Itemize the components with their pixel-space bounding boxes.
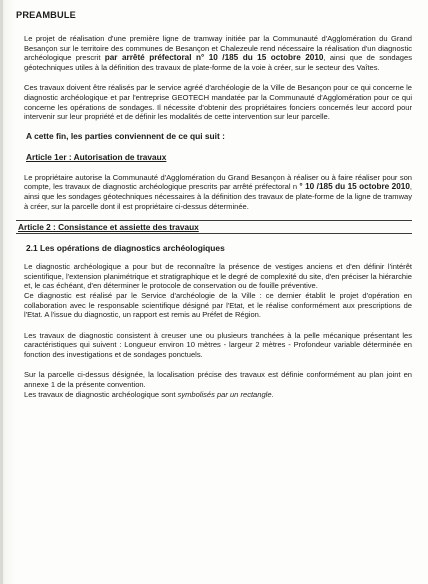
article-1-text-b: , ainsi que les sondages géotechniques nécessaires à la définition des travaux de plate-forme de la ligne de tramway à créer, sur la parcelle dont il est propriétaire ci-dessus déterminée. — [24, 182, 412, 211]
spacer — [16, 359, 412, 370]
spacer — [16, 141, 412, 152]
article-2-heading-box — [16, 220, 412, 234]
section-2-1-heading: 2.1 Les opérations de diagnostics archéologiques — [26, 243, 225, 254]
article-2-paragraph-5 — [16, 390, 412, 400]
preamble-p1-decree: par arrêté préfectoral n° 10 /185 du 15 octobre 2010 — [104, 53, 324, 63]
spacer — [16, 211, 412, 220]
article-2-paragraph-4: Sur la parcelle ci-dessus désignée, la localisation précise des travaux est définie conformément au plan joint en annexe 1 de la présente convention. — [24, 370, 412, 390]
spacer — [16, 162, 412, 173]
article-1-heading: Article 1er : Autorisation de travaux — [26, 151, 167, 162]
article-2-paragraph-2: Ce diagnostic est réalisé par le Service d'archéologie de la Ville : ce dernier établit le projet d'opération en collaboration avec le responsable scientifique désigné par l'Etat, et le réalise conformément aux prescriptions de l'Etat. A l'issue du diagnostic, un rapport est remis au Préfet de Région. — [24, 290, 412, 320]
article-2-p5-end: . — [271, 389, 274, 399]
spacer — [16, 320, 412, 331]
preamble-paragraph-2: Ces travaux doivent être réalisés par le service agréé d'archéologie de la Ville de Besançon pour ce qui concerne le diagnostic archéologique et par l'entreprise GEOTECH mandatée par la Communauté d'Agglomération pour ce qui concerne les opérations de sondages. Il nécessite d'obtenir des propriétaires fonciers concernés leur accord pour intervenir sur leur propriété et de définir les modalités de cette intervention sur leur parcelle. — [24, 83, 412, 122]
preamble-title: PREAMBULE — [16, 10, 76, 20]
article-1-paragraph — [16, 173, 412, 211]
article-2-heading: Article 2 : Consistance et assiette des travaux — [18, 222, 199, 233]
agreement-heading: A cette fin, les parties conviennent de ce qui suit : — [26, 130, 225, 141]
page-edge-shadow — [0, 0, 3, 584]
preamble-paragraph-1 — [16, 34, 412, 72]
spacer — [16, 253, 412, 262]
article-1-text-a: Le propriétaire autorise la Communauté d'Agglomération du Grand Besançon à réaliser ou à faire réaliser pour son compte, les travaux de diagnostic archéologique prescrits par arrêté préfectoral n — [24, 172, 412, 192]
spacer — [16, 122, 412, 131]
article-2-p5-italic: symbolisés par un rectangle — [177, 389, 272, 399]
preamble-p1-text-b: , ainsi que de sondages géotechniques utiles à la définition des travaux de plate-forme de la voie à créer, sur le secteur des Vaîtes. — [24, 53, 412, 72]
article-2-paragraph-3: Les travaux de diagnostic consistent à creuser une ou plusieurs tranchées à la pelle mécanique présentant les caractéristiques qui suivent : Longueur environ 10 mètres - largeur 2 mètres - Profondeur variable déterminée en fonction des investigations et de sondages ponctuels. — [24, 330, 412, 359]
article-2-p5-text: Les travaux de diagnostic archéologique sont — [24, 389, 178, 399]
article-2-paragraph-1: Le diagnostic archéologique a pour but de reconnaître la présence de vestiges anciens et d'en définir l'intérêt scientifique, l'extension planimétrique et stratigraphique et le degré de complexité du site, d'en préciser la hiérarchie et, le cas échéant, d'en déterminer le protocole de conservation ou de fouille préventive. — [24, 262, 412, 291]
article-1-decree: ° 10 /185 du 15 octobre 2010 — [299, 182, 410, 192]
preamble-p1-text-a: Le projet de réalisation d'une première ligne de tramway initiée par la Communauté d'Agglomération du Grand Besançon sur le territoire des communes de Besançon et Chalezeule rend nécessaire la réalisation d'un diagnostic archéologique prescrit — [24, 34, 412, 63]
spacer — [16, 234, 412, 243]
spacer — [16, 72, 412, 83]
